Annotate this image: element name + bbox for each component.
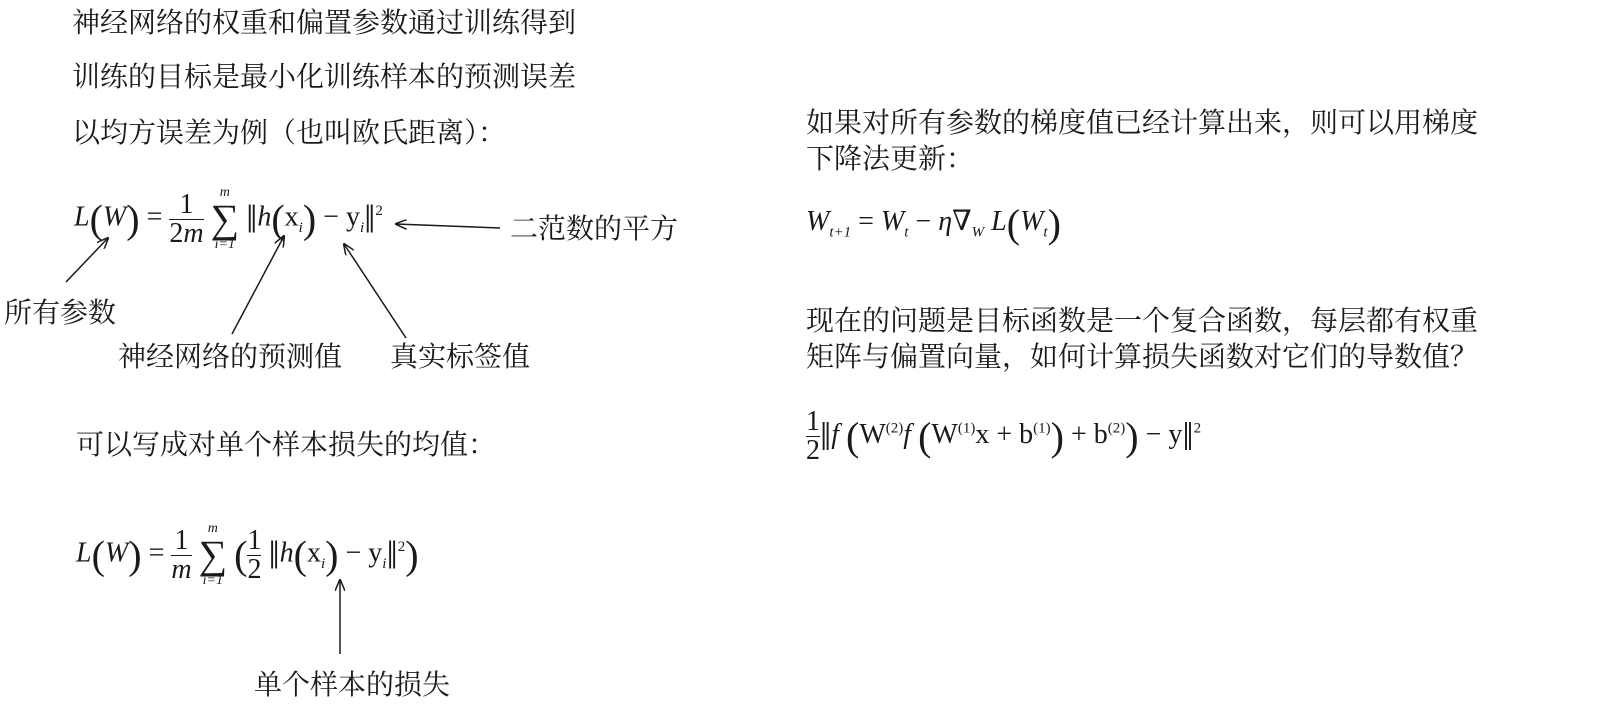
- text-question-line2: 矩阵与偏置向量，如何计算损失函数对它们的导数值？: [806, 340, 1479, 373]
- formula-loss-mse: L(W) = $\frac{1}{2m}$ m ∑ i=1 $‖h(x_i)$ − $y_i‖^2$: [74, 185, 383, 252]
- arrow-to-params: [66, 238, 108, 282]
- text-mean-single-loss: 可以写成对单个样本损失的均值：: [76, 428, 497, 461]
- formula-gradient-update: $W_{t+1} = W_t - \eta\nabla_W$ $L(W_t)$: [806, 201, 1061, 246]
- text-gradient-line2: 下降法更新：: [806, 142, 975, 175]
- text-gradient-line1: 如果对所有参数的梯度值已经计算出来，则可以用梯度: [806, 106, 1479, 139]
- arrow-to-prediction: [232, 236, 284, 334]
- annot-true-label: 真实标签值: [390, 340, 531, 373]
- annot-single-sample-loss: 单个样本的损失: [254, 668, 451, 701]
- arrow-to-label: [344, 244, 406, 338]
- annot-nn-prediction: 神经网络的预测值: [118, 340, 343, 373]
- formula-loss-mean: L(W) = $\frac{1}{m}$ m ∑ i=1 ( $\frac{1}{2}$ $‖h(x_i)$ − $y_i‖^2$): [76, 521, 419, 588]
- formula-composite-loss: $\frac{1}{2}$ ‖f ($W^{(2)}f$ $(W^{(1)}x + b^{(1)}) + b^{(2)}$) − y‖$^2$: [806, 406, 1202, 466]
- text-training-params: 神经网络的权重和偏置参数通过训练得到: [72, 6, 577, 39]
- text-question-line1: 现在的问题是目标函数是一个复合函数，每层都有权重: [806, 304, 1479, 337]
- annot-norm-squared: 二范数的平方: [510, 212, 679, 245]
- text-mse-example: 以均方误差为例（也叫欧氏距离）：: [72, 116, 507, 149]
- arrow-to-norm: [396, 224, 500, 228]
- annot-all-params: 所有参数: [4, 296, 117, 329]
- text-training-goal: 训练的目标是最小化训练样本的预测误差: [72, 60, 577, 93]
